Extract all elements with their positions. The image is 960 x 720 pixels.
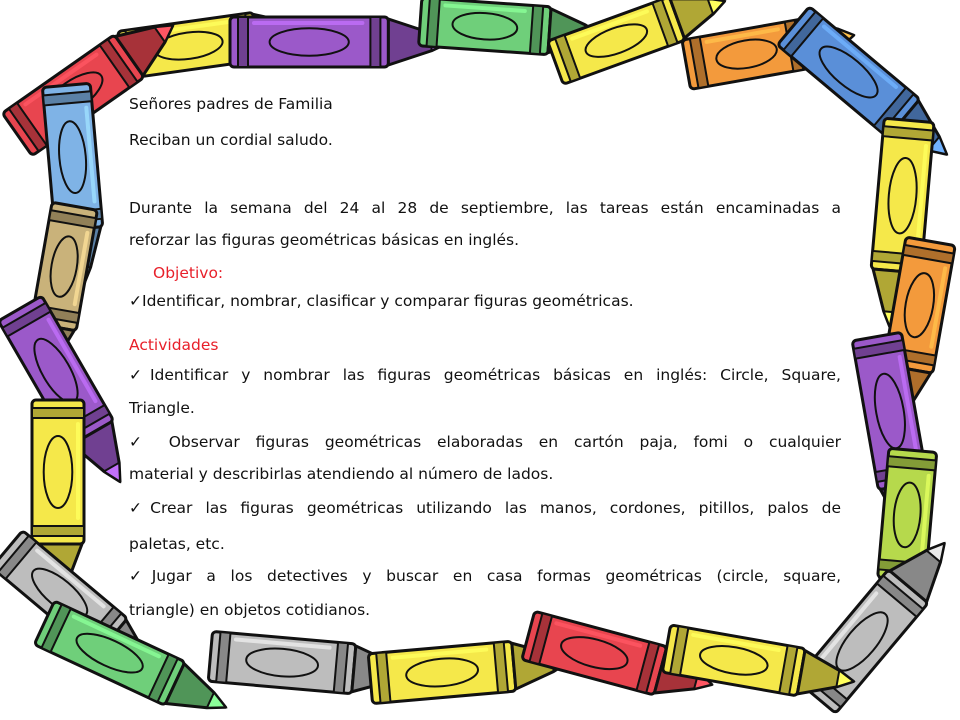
- check-mark-icon: ✓: [129, 499, 151, 517]
- objective-item: [129, 291, 841, 311]
- intro-line-2: reforzar las figuras geométricas básicas en inglés.: [129, 231, 520, 249]
- activity-1-line-2: Triangle.: [129, 399, 195, 417]
- activity-3-line-1: [129, 498, 841, 518]
- activity-4-line-1: [129, 566, 841, 586]
- check-mark-icon: ✓: [129, 433, 153, 451]
- activity-text: Crear las figuras geométricas utilizando las manos, cordones, pitillos, palos de: [150, 499, 841, 517]
- activity-text: Identificar y nombrar las figuras geométricas básicas en inglés: Circle, Square,: [149, 366, 841, 384]
- activity-2-line-2: material y describirlas atendiendo al número de lados.: [129, 465, 554, 483]
- activity-text: Jugar a los detectives y buscar en casa formas geométricas (circle, square,: [151, 567, 841, 585]
- activity-1-line-1: [129, 365, 841, 385]
- greeting-line: Señores padres de Familia: [129, 95, 333, 113]
- check-mark-icon: ✓: [129, 366, 150, 384]
- activity-text: Observar figuras geométricas elaboradas en cartón paja, fomi o cualquier: [152, 433, 841, 451]
- activities-heading: Actividades: [129, 336, 219, 354]
- activity-3-line-2: paletas, etc.: [129, 535, 225, 553]
- check-mark-icon: ✓: [129, 567, 152, 585]
- intro-line-1: Durante la semana del 24 al 28 de septiembre, las tareas están encaminadas a: [129, 199, 841, 217]
- salutation-line: Reciban un cordial saludo.: [129, 131, 333, 149]
- objective-heading: Objetivo:: [153, 264, 224, 282]
- check-mark-icon: ✓: [129, 292, 142, 310]
- objective-text: Identificar, nombrar, clasificar y comparar figuras geométricas.: [142, 292, 634, 310]
- activity-2-line-1: [129, 432, 841, 452]
- activity-4-line-2: triangle) en objetos cotidianos.: [129, 601, 371, 619]
